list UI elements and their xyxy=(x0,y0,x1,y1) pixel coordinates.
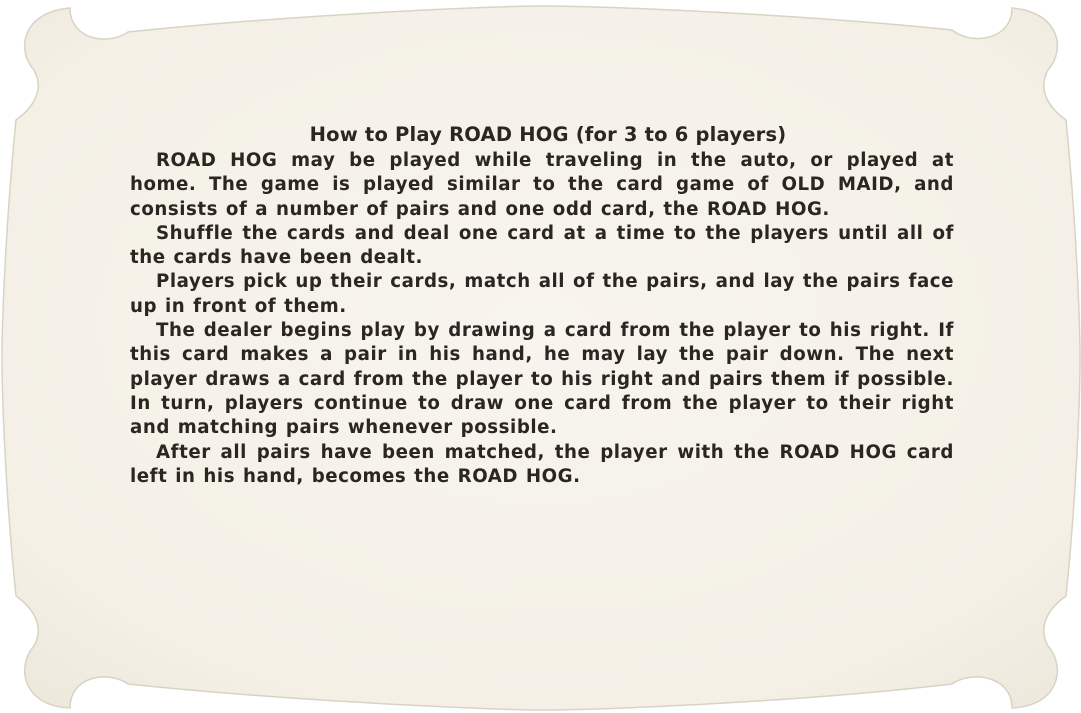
rules-paragraph-end: After all pairs have been matched, the player with the ROAD HOG card left in his hand, becomes the ROAD HOG. xyxy=(130,441,954,487)
rules-paragraph-play: The dealer begins play by drawing a card from the player to his right. If this card makes a pair in his hand, he may lay the pair down. The next player draws a card from the player to his right and pairs them if possible. In turn, players continue to draw one card from the player to their right and matching pairs whenever possible. xyxy=(130,320,954,439)
rules-text-block xyxy=(130,122,954,489)
rules-paragraph-pairs: Players pick up their cards, match all of the pairs, and lay the pairs face up in front of them. xyxy=(130,271,954,317)
rules-paragraph-intro: ROAD HOG may be played while traveling in the auto, or played at home. The game is played similar to the card game of OLD MAID, and consists of a number of pairs and one odd card, the ROAD HOG. xyxy=(130,150,954,220)
rules-title: How to Play ROAD HOG (for 3 to 6 players) xyxy=(309,123,787,146)
rules-paragraph-shuffle: Shuffle the cards and deal one card at a time to the players until all of the cards have been dealt. xyxy=(130,222,954,269)
